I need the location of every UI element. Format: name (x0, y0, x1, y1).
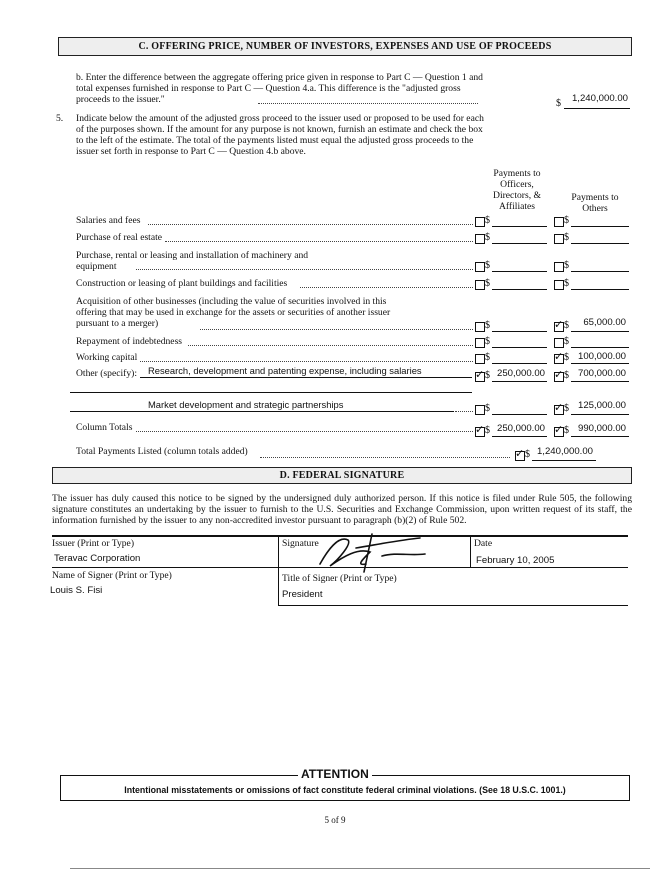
row-label-machinery: Purchase, rental or leasing and installation of machinery and equipment (76, 250, 309, 272)
dollar-sign: $ (485, 320, 490, 331)
section-d-title: D. FEDERAL SIGNATURE (279, 470, 405, 481)
repayment-officers-checkbox[interactable] (475, 338, 485, 348)
row-label-salaries: Salaries and fees (76, 215, 141, 226)
dollar-sign: $ (485, 260, 490, 271)
column-totals-others-value: 990,000.00 (577, 423, 626, 434)
column-header-others: Payments to Others (571, 192, 619, 214)
other-research-officers-value: 250,000.00 (496, 368, 545, 379)
row-label-repayment: Repayment of indebtedness (76, 336, 183, 347)
attention-heading: ATTENTION (298, 767, 372, 781)
working-capital-officers-checkbox[interactable] (475, 354, 485, 364)
salaries-others-checkbox[interactable] (554, 217, 564, 227)
row-label-working-capital: Working capital (76, 352, 138, 363)
issuer-value: Teravac Corporation (54, 553, 141, 564)
dollar-sign: $ (564, 232, 569, 243)
adjusted-gross-proceeds-value: 1,240,000.00 (571, 93, 628, 104)
acquisition-officers-checkbox[interactable] (475, 322, 485, 332)
row-label-other: Other (specify): (76, 368, 138, 379)
item-b-text: b. Enter the difference between the aggregate offering price given in response to Part C — Question 1 and total expenses furnished in response to Part C — Question 4.a. This difference is the "adjusted gross proceeds to the issuer." (76, 72, 483, 105)
date-value: February 10, 2005 (476, 555, 555, 566)
repayment-others-checkbox[interactable] (554, 338, 564, 348)
section-d-header (52, 467, 632, 484)
page-number: 5 of 9 (324, 815, 346, 825)
total-payments-value: 1,240,000.00 (536, 446, 593, 457)
signer-name-value: Louis S. Fisi (50, 585, 103, 596)
date-label: Date (474, 538, 493, 549)
dollar-sign: $ (564, 278, 569, 289)
other-market-others-value: 125,000.00 (577, 400, 626, 411)
item-5-number: 5. (56, 113, 64, 124)
salaries-officers-checkbox[interactable] (475, 217, 485, 227)
column-header-officers: Payments to Officers, Directors, & Affiliates (493, 168, 541, 212)
dollar-sign: $ (564, 215, 569, 226)
construction-others-checkbox[interactable] (554, 280, 564, 290)
signer-title-value: President (282, 589, 323, 600)
dollar-sign: $ (485, 425, 490, 436)
issuer-label: Issuer (Print or Type) (52, 538, 135, 549)
attention-text: Intentional misstatements or omissions of fact constitute federal criminal violations. (See 18 U.S.C. 1001.) (124, 785, 566, 795)
dollar-sign: $ (485, 232, 490, 243)
item-b-dollar: $ (556, 98, 561, 109)
row-label-acquisition: Acquisition of other businesses (including the value of securities involved in this offering that may be used in exchange for the assets or securities of another issuer pursuant to a merger) (76, 296, 391, 329)
dollar-sign: $ (564, 403, 569, 414)
other-specify-research: Research, development and patenting expense, including salaries (148, 365, 422, 376)
row-label-column-totals: Column Totals (76, 422, 133, 433)
dollar-sign: $ (485, 336, 490, 347)
machinery-officers-checkbox[interactable] (475, 262, 485, 272)
dollar-sign: $ (564, 320, 569, 331)
signature-scribble (300, 526, 450, 576)
section-c-title: C. OFFERING PRICE, NUMBER OF INVESTORS, EXPENSES AND USE OF PROCEEDS (138, 41, 552, 52)
dollar-sign: $ (564, 336, 569, 347)
acquisition-others-value: 65,000.00 (583, 317, 626, 328)
other-specify-market: Market development and strategic partnerships (148, 399, 344, 410)
total-payments-checkbox[interactable] (515, 451, 525, 461)
total-payments-label: Total Payments Listed (column totals added) (76, 446, 248, 457)
dollar-sign: $ (564, 425, 569, 436)
dollar-sign: $ (485, 403, 490, 414)
dollar-sign: $ (564, 352, 569, 363)
dollar-sign: $ (564, 370, 569, 381)
item-5-text: Indicate below the amount of the adjusted gross proceed to the issuer used or proposed to be used for each of the purposes shown. If the amount for any purpose is not known, furnish an estimate and check the box to the left of the estimate. The total of the payments listed must equal the adjusted gross proceeds to the issuer set forth in response to Part C — Question 4.b above. (76, 113, 484, 157)
row-label-real-estate: Purchase of real estate (76, 232, 163, 243)
section-c-header (58, 37, 632, 56)
machinery-others-checkbox[interactable] (554, 262, 564, 272)
dollar-sign: $ (485, 352, 490, 363)
other-research-officers-checkbox[interactable] (475, 372, 485, 382)
signer-name-label: Name of Signer (Print or Type) (52, 570, 172, 581)
real-estate-officers-checkbox[interactable] (475, 234, 485, 244)
federal-signature-text: The issuer has duly caused this notice to be signed by the undersigned duly authorized person. If this notice is filed under Rule 505, the following signature constitutes an undertaking by the issuer to furnish to the U.S. Securities and Exchange Commission, upon written request of its staff, the information furnished by the issuer to any non-accredited investor pursuant to paragraph (b)(2) of Rule 502. (52, 493, 632, 526)
signer-title-label: Title of Signer (Print or Type) (282, 573, 397, 584)
other-research-others-value: 700,000.00 (577, 368, 626, 379)
real-estate-others-checkbox[interactable] (554, 234, 564, 244)
dollar-sign: $ (525, 449, 530, 460)
dollar-sign: $ (485, 370, 490, 381)
dollar-sign: $ (485, 215, 490, 226)
construction-officers-checkbox[interactable] (475, 280, 485, 290)
column-totals-officers-checkbox[interactable] (475, 427, 485, 437)
row-label-construction: Construction or leasing of plant buildings and facilities (76, 278, 288, 289)
dollar-sign: $ (485, 278, 490, 289)
signature-label: Signature (282, 538, 319, 549)
dollar-sign: $ (564, 260, 569, 271)
other-market-officers-checkbox[interactable] (475, 405, 485, 415)
working-capital-others-value: 100,000.00 (577, 351, 626, 362)
column-totals-officers-value: 250,000.00 (496, 423, 545, 434)
